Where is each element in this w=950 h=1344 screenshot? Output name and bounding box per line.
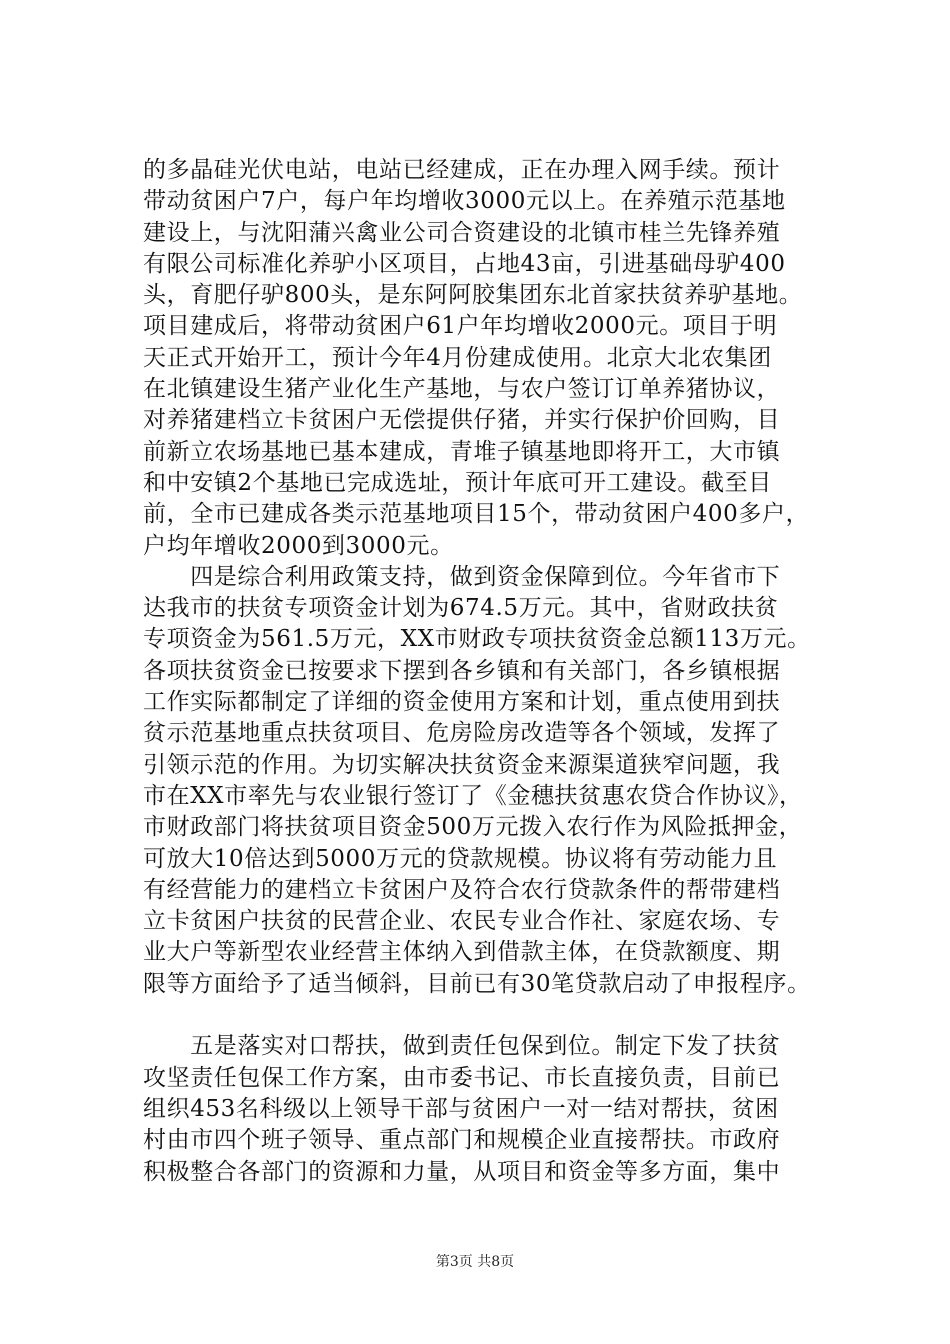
- text-line: 四是综合利用政策支持，做到资金保障到位。今年省市下: [143, 563, 781, 590]
- text-line: 有限公司标准化养驴小区项目，占地43亩，引进基础母驴400: [143, 250, 786, 277]
- text-line: 前，全市已建成各类示范基地项目15个，带动贫困户400多户，: [143, 501, 810, 528]
- text-line: 五是落实对口帮扶，做到责任包保到位。制定下发了扶贫: [143, 1033, 781, 1060]
- text-line: 引领示范的作用。为切实解决扶贫资金来源渠道狭窄问题，我: [143, 751, 781, 778]
- text-line: 组织453名科级以上领导干部与贫困户一对一结对帮扶，贫困: [143, 1095, 779, 1122]
- text-line: 头，育肥仔驴800头，是东阿阿胶集团东北首家扶贫养驴基地。: [143, 282, 803, 309]
- text-line: 限等方面给予了适当倾斜，目前已有30笔贷款启动了申报程序。: [143, 970, 811, 997]
- text-line: 达我市的扶贫专项资金计划为674.5万元。其中，省财政扶贫: [143, 595, 779, 622]
- text-line: 专项资金为561.5万元，XX市财政专项扶贫资金总额113万元。: [143, 626, 811, 653]
- page-footer: 第3页 共8页: [435, 1254, 515, 1270]
- text-line: 市财政部门将扶贫项目资金500万元拨入农行作为风险抵押金，: [143, 814, 803, 841]
- text-line: 和中安镇2个基地已完成选址，预计年底可开工建设。截至目: [143, 469, 772, 496]
- text-line: 的多晶硅光伏电站，电站已经建成，正在办理入网手续。预计: [143, 157, 781, 183]
- text-line: 业大户等新型农业经营主体纳入到借款主体，在贷款额度、期: [143, 939, 781, 966]
- text-line: 项目建成后，将带动贫困户61户年均增收2000元。项目于明: [143, 313, 778, 340]
- text-line: 对养猪建档立卡贫困户无偿提供仔猪，并实行保护价回购，目: [143, 407, 781, 434]
- text-line: 带动贫困户7户，每户年均增收3000元以上。在养殖示范基地: [143, 188, 786, 215]
- text-line: 前新立农场基地已基本建成，青堆子镇基地即将开工，大市镇: [143, 438, 781, 465]
- text-line: 建设上，与沈阳蒲兴禽业公司合资建设的北镇市桂兰先锋养殖: [143, 219, 781, 246]
- text-line: 立卡贫困户扶贫的民营企业、农民专业合作社、家庭农场、专: [143, 908, 781, 935]
- text-line: 各项扶贫资金已按要求下摆到各乡镇和有关部门，各乡镇根据: [143, 657, 781, 684]
- text-line: 市在XX市率先与农业银行签订了《金穗扶贫惠农贷合作协议》，: [143, 782, 803, 809]
- body-text: [143, 155, 843, 1188]
- text-line: 贫示范基地重点扶贫项目、危房险房改造等各个领域，发挥了: [143, 720, 781, 747]
- paragraph-gap: [143, 1000, 843, 1031]
- text-line: 攻坚责任包保工作方案，由市委书记、市长直接负责，目前已: [143, 1064, 781, 1091]
- text-line: 有经营能力的建档立卡贫困户及符合农行贷款条件的帮带建档: [143, 876, 781, 903]
- text-line: 在北镇建设生猪产业化生产基地，与农户签订订单养猪协议，: [143, 376, 781, 403]
- text-line: 工作实际都制定了详细的资金使用方案和计划，重点使用到扶: [143, 689, 781, 716]
- text-line: 村由市四个班子领导、重点部门和规模企业直接帮扶。市政府: [143, 1127, 781, 1154]
- text-line: 可放大10倍达到5000万元的贷款规模。协议将有劳动能力且: [143, 845, 778, 872]
- text-line: 天正式开始开工，预计今年4月份建成使用。北京大北农集团: [143, 344, 772, 371]
- text-line: 户均年增收2000到3000元。: [143, 532, 454, 559]
- text-line: 积极整合各部门的资源和力量，从项目和资金等多方面，集中: [143, 1158, 781, 1185]
